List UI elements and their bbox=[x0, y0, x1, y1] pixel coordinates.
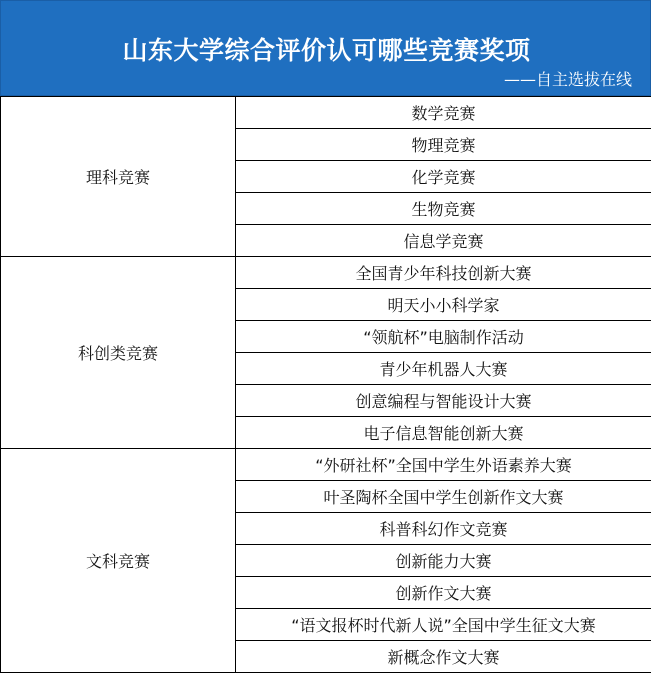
competition-cell: 创新作文大赛 bbox=[236, 577, 651, 609]
page-title: 山东大学综合评价认可哪些竞赛奖项 bbox=[122, 36, 531, 65]
header-banner bbox=[0, 0, 651, 96]
category-cell-humanities: 文科竞赛 bbox=[1, 449, 236, 673]
table-row bbox=[1, 97, 651, 129]
competition-cell: 新概念作文大赛 bbox=[236, 641, 651, 673]
competition-cell: 物理竞赛 bbox=[236, 129, 651, 161]
competition-cell: 全国青少年科技创新大赛 bbox=[236, 257, 651, 289]
table-row bbox=[1, 257, 651, 289]
competition-cell: “外研社杯”全国中学生外语素养大赛 bbox=[236, 449, 651, 481]
competition-cell: 创新能力大赛 bbox=[236, 545, 651, 577]
awards-table-body bbox=[1, 97, 651, 673]
competition-cell: 创意编程与智能设计大赛 bbox=[236, 385, 651, 417]
competition-cell: “语文报杯时代新人说”全国中学生征文大赛 bbox=[236, 609, 651, 641]
competition-cell: 电子信息智能创新大赛 bbox=[236, 417, 651, 449]
table-row bbox=[1, 449, 651, 481]
competition-cell: 明天小小科学家 bbox=[236, 289, 651, 321]
competition-cell: 信息学竞赛 bbox=[236, 225, 651, 257]
competition-cell: 叶圣陶杯全国中学生创新作文大赛 bbox=[236, 481, 651, 513]
competition-cell: 青少年机器人大赛 bbox=[236, 353, 651, 385]
competition-cell: 化学竞赛 bbox=[236, 161, 651, 193]
competition-cell: 生物竞赛 bbox=[236, 193, 651, 225]
competition-cell: 科普科幻作文竞赛 bbox=[236, 513, 651, 545]
awards-table bbox=[0, 96, 651, 673]
category-cell-science: 理科竞赛 bbox=[1, 97, 236, 257]
competition-cell: “领航杯”电脑制作活动 bbox=[236, 321, 651, 353]
page-subtitle: ——自主选拔在线 bbox=[503, 70, 632, 89]
competition-cell: 数学竞赛 bbox=[236, 97, 651, 129]
category-cell-innovation: 科创类竞赛 bbox=[1, 257, 236, 449]
